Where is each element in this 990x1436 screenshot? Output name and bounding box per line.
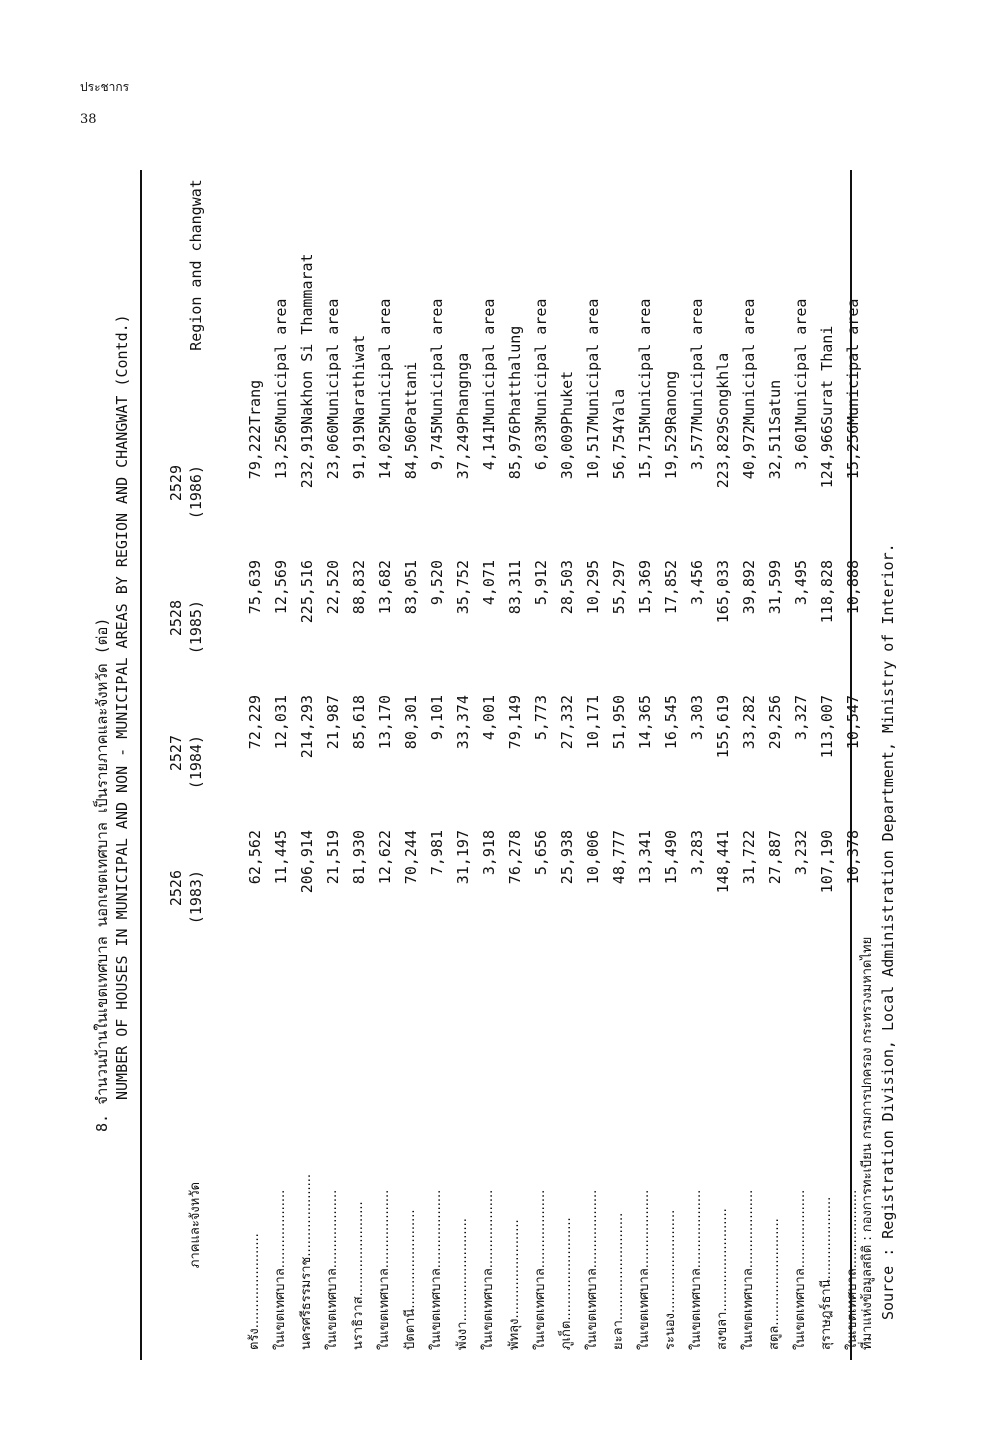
row-label-thai: ในเขตเทศบาล................... <box>845 1189 860 1350</box>
cell-value: 79,149 <box>506 695 524 750</box>
running-header: ประชากร <box>80 80 130 94</box>
cell-value: 25,938 <box>558 830 576 885</box>
row-label-thai: ในเขตเทศบาล................... <box>637 1189 652 1350</box>
table-row <box>398 205 424 1350</box>
row-label-thai: ในเขตเทศบาล................... <box>273 1189 288 1350</box>
row-label-thai: ในเขตเทศบาล................... <box>429 1189 444 1350</box>
row-label-english: Phatthalung <box>506 325 524 425</box>
cell-value: 39,892 <box>740 560 758 615</box>
cell-value: 85,976 <box>506 425 524 480</box>
row-label-english: Municipal area <box>844 298 862 425</box>
cell-value: 31,722 <box>740 830 758 885</box>
cell-value: 72,229 <box>246 695 264 750</box>
table-row <box>658 205 684 1350</box>
cell-value: 12,569 <box>272 560 290 615</box>
table-row <box>762 205 788 1350</box>
top-rule <box>140 170 142 1360</box>
row-label-english: Municipal area <box>532 298 550 425</box>
row-label-english: Municipal area <box>740 298 758 425</box>
houses-table <box>242 205 866 1350</box>
cell-value: 70,244 <box>402 830 420 885</box>
row-label-thai: ในเขตเทศบาล................... <box>377 1189 392 1350</box>
table-row <box>788 205 814 1350</box>
cell-value: 113,007 <box>818 695 836 759</box>
cell-value: 9,101 <box>428 695 446 741</box>
cell-value: 10,171 <box>584 695 602 750</box>
cell-value: 3,918 <box>480 830 498 876</box>
cell-value: 15,369 <box>636 560 654 615</box>
row-label-thai: ในเขตเทศบาล................... <box>533 1189 548 1350</box>
row-label-english: Phangnga <box>454 352 472 425</box>
row-label-thai: ภูเก็ต......................... <box>559 1217 574 1350</box>
cell-value: 22,520 <box>324 560 342 615</box>
cell-value: 12,031 <box>272 695 290 750</box>
row-label-thai: ยะลา.......................... <box>611 1212 626 1350</box>
cell-value: 55,297 <box>610 560 628 615</box>
cell-value: 4,071 <box>480 560 498 606</box>
row-label-english: Municipal area <box>324 298 342 425</box>
cell-value: 214,293 <box>298 695 316 759</box>
year-header-1984: 2527 (1984) <box>167 735 205 790</box>
table-row <box>294 205 320 1350</box>
cell-value: 10,517 <box>584 425 602 480</box>
row-label-english: Municipal area <box>480 298 498 425</box>
cell-value: 124,966 <box>818 425 836 489</box>
table-row <box>424 205 450 1350</box>
footnote-thai: ที่มาแห่งข้อมูลสถิติ : กองการทะเบียน กรมการปกครอง กระทรวงมหาดไทย <box>860 936 875 1350</box>
cell-value: 21,987 <box>324 695 342 750</box>
cell-value: 33,282 <box>740 695 758 750</box>
year-header-1986: 2529 (1986) <box>167 465 205 520</box>
row-label-thai: พังงา......................... <box>455 1218 470 1350</box>
cell-value: 13,170 <box>376 695 394 750</box>
title-english: NUMBER OF HOUSES IN MUNICIPAL AND NON - MUNICIPAL AREAS BY REGION AND CHANGWAT (Contd.) <box>113 314 131 1100</box>
table-row <box>606 205 632 1350</box>
cell-value: 4,001 <box>480 695 498 741</box>
table-row <box>476 205 502 1350</box>
cell-value: 27,887 <box>766 830 784 885</box>
cell-value: 81,930 <box>350 830 368 885</box>
cell-value: 10,295 <box>584 560 602 615</box>
cell-value: 10,006 <box>584 830 602 885</box>
cell-value: 85,618 <box>350 695 368 750</box>
cell-value: 15,715 <box>636 425 654 480</box>
row-label-thai: ในเขตเทศบาล................... <box>585 1189 600 1350</box>
bottom-rule <box>850 170 852 1360</box>
cell-value: 14,365 <box>636 695 654 750</box>
cell-value: 62,562 <box>246 830 264 885</box>
row-label-thai: ระนอง......................... <box>663 1209 678 1350</box>
cell-value: 5,656 <box>532 830 550 876</box>
row-label-english: Municipal area <box>636 298 654 425</box>
cell-value: 225,516 <box>298 560 316 624</box>
cell-value: 3,327 <box>792 695 810 741</box>
cell-value: 37,249 <box>454 425 472 480</box>
table-row <box>684 205 710 1350</box>
cell-value: 3,303 <box>688 695 706 741</box>
row-label-english: Nakhon Si Thammarat <box>298 253 316 425</box>
cell-value: 30,009 <box>558 425 576 480</box>
cell-value: 23,060 <box>324 425 342 480</box>
row-label-english: Municipal area <box>688 298 706 425</box>
cell-value: 51,950 <box>610 695 628 750</box>
row-label-english: Trang <box>246 379 264 425</box>
row-label-english: Municipal area <box>272 298 290 425</box>
cell-value: 91,919 <box>350 425 368 480</box>
cell-value: 15,256 <box>844 425 862 480</box>
cell-value: 155,619 <box>714 695 732 759</box>
row-label-english: Municipal area <box>428 298 446 425</box>
row-label-english: Phuket <box>558 370 576 425</box>
row-label-english: Yala <box>610 388 628 425</box>
table-row <box>710 205 736 1350</box>
cell-value: 88,832 <box>350 560 368 615</box>
cell-value: 29,256 <box>766 695 784 750</box>
cell-value: 75,639 <box>246 560 264 615</box>
cell-value: 4,141 <box>480 425 498 471</box>
cell-value: 14,025 <box>376 425 394 480</box>
table-row <box>814 205 840 1350</box>
cell-value: 13,256 <box>272 425 290 480</box>
table-row <box>372 205 398 1350</box>
cell-value: 31,197 <box>454 830 472 885</box>
cell-value: 12,622 <box>376 830 394 885</box>
table-row <box>554 205 580 1350</box>
row-label-english: Municipal area <box>376 298 394 425</box>
cell-value: 83,051 <box>402 560 420 615</box>
row-label-english: Satun <box>766 379 784 425</box>
cell-value: 3,232 <box>792 830 810 876</box>
row-label-english: Ranong <box>662 370 680 425</box>
table-row <box>346 205 372 1350</box>
row-label-english: Songkhla <box>714 352 732 425</box>
cell-value: 118,828 <box>818 560 836 624</box>
row-label-thai: ในเขตเทศบาล................... <box>481 1189 496 1350</box>
cell-value: 6,033 <box>532 425 550 471</box>
cell-value: 56,754 <box>610 425 628 480</box>
cell-value: 76,278 <box>506 830 524 885</box>
column-header-region: Region and changwat <box>187 179 205 351</box>
cell-value: 165,033 <box>714 560 732 624</box>
row-label-thai: พัทลุง........................ <box>507 1219 522 1350</box>
cell-value: 3,283 <box>688 830 706 876</box>
table-row <box>528 205 554 1350</box>
table-row <box>502 205 528 1350</box>
cell-value: 19,529 <box>662 425 680 480</box>
cell-value: 9,745 <box>428 425 446 471</box>
row-label-thai: นครศรีธรรมราช.................... <box>299 1173 314 1350</box>
cell-value: 79,222 <box>246 425 264 480</box>
cell-value: 5,912 <box>532 560 550 606</box>
footnotes <box>858 543 898 1350</box>
cell-value: 32,511 <box>766 425 784 480</box>
table-row <box>268 205 294 1350</box>
cell-value: 84,506 <box>402 425 420 480</box>
row-label-thai: ในเขตเทศบาล................... <box>325 1189 340 1350</box>
row-label-english: Surat Thani <box>818 325 836 425</box>
row-label-thai: ปัตตานี........................ <box>403 1209 418 1350</box>
table-row <box>736 205 762 1350</box>
cell-value: 3,456 <box>688 560 706 606</box>
cell-value: 7,981 <box>428 830 446 876</box>
cell-value: 83,311 <box>506 560 524 615</box>
row-label-thai: สงขลา......................... <box>715 1208 730 1350</box>
table-row <box>320 205 346 1350</box>
cell-value: 17,852 <box>662 560 680 615</box>
row-label-thai: ในเขตเทศบาล................... <box>741 1189 756 1350</box>
cell-value: 27,332 <box>558 695 576 750</box>
cell-value: 15,490 <box>662 830 680 885</box>
cell-value: 33,374 <box>454 695 472 750</box>
cell-value: 11,445 <box>272 830 290 885</box>
cell-value: 48,777 <box>610 830 628 885</box>
cell-value: 16,545 <box>662 695 680 750</box>
title-thai: 8. จำนวนบ้านในเขตเทศบาล นอกเขตเทศบาล เป็นรายภาคและจังหวัด (ต่อ) <box>93 617 111 1132</box>
page-number: 38 <box>80 112 97 127</box>
cell-value: 80,301 <box>402 695 420 750</box>
row-label-thai: สตูล.......................... <box>767 1218 782 1350</box>
cell-value: 148,441 <box>714 830 732 894</box>
cell-value: 10,888 <box>844 560 862 615</box>
row-label-english: Municipal area <box>584 298 602 425</box>
cell-value: 9,520 <box>428 560 446 606</box>
table-row <box>632 205 658 1350</box>
cell-value: 10,547 <box>844 695 862 750</box>
cell-value: 223,829 <box>714 425 732 489</box>
row-label-thai: ตรัง....................... <box>247 1233 262 1350</box>
cell-value: 13,341 <box>636 830 654 885</box>
cell-value: 232,919 <box>298 425 316 489</box>
row-label-english: Pattani <box>402 361 420 425</box>
table-row <box>580 205 606 1350</box>
cell-value: 28,503 <box>558 560 576 615</box>
year-header-1985: 2528 (1985) <box>167 600 205 655</box>
table-row <box>450 205 476 1350</box>
table-row <box>242 205 268 1350</box>
cell-value: 13,682 <box>376 560 394 615</box>
row-label-thai: สุราษฎร์ธานี.................... <box>819 1196 834 1350</box>
cell-value: 206,914 <box>298 830 316 894</box>
cell-value: 31,599 <box>766 560 784 615</box>
cell-value: 35,752 <box>454 560 472 615</box>
table-title <box>92 314 132 1132</box>
cell-value: 5,773 <box>532 695 550 741</box>
row-label-english: Municipal area <box>792 298 810 425</box>
row-label-thai: ในเขตเทศบาล................... <box>793 1189 808 1350</box>
cell-value: 3,577 <box>688 425 706 471</box>
cell-value: 40,972 <box>740 425 758 480</box>
footnote-source: Source : Registration Division, Local Administration Department, Ministry of Interior. <box>879 543 897 1320</box>
row-label-thai: ในเขตเทศบาล................... <box>689 1189 704 1350</box>
rotated-table-page <box>82 140 912 1360</box>
row-label-english: Narathiwat <box>350 334 368 425</box>
cell-value: 21,519 <box>324 830 342 885</box>
cell-value: 3,495 <box>792 560 810 606</box>
column-header-thai: ภาคและจังหวัด <box>188 1181 203 1269</box>
cell-value: 10,378 <box>844 830 862 885</box>
year-header-1983: 2526 (1983) <box>167 870 205 925</box>
row-label-thai: นราธิวาส....................... <box>351 1201 366 1350</box>
cell-value: 107,190 <box>818 830 836 894</box>
cell-value: 3,601 <box>792 425 810 471</box>
